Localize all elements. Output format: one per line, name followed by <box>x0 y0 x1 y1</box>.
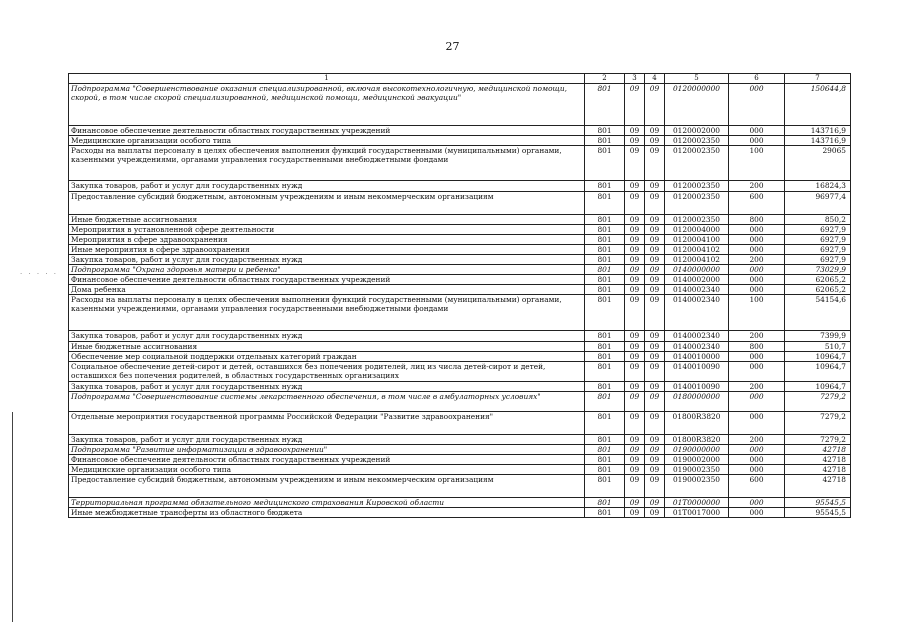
row-value-cell: 0140010090 <box>665 362 729 382</box>
row-value-cell: 0180000000 <box>665 392 729 412</box>
row-value-cell: 09 <box>645 342 665 352</box>
row-value-cell: 7279,2 <box>785 412 851 435</box>
row-value-cell: 09 <box>625 255 645 265</box>
row-value-cell: 0140002340 <box>665 295 729 331</box>
row-name-cell: Подпрограмма "Совершенствование оказания специализированной, включая высокотехнологичную, медицинской помощи, скорой, в том числе скорой специализированной, медицинской помощи, медицинской эвакуации" <box>69 84 585 126</box>
row-value-cell: 7279,2 <box>785 435 851 445</box>
row-value-cell: 850,2 <box>785 215 851 225</box>
row-name-cell: Предоставление субсидий бюджетным, автономным учреждениям и иным некоммерческим организациям <box>69 475 585 498</box>
row-value-cell: 0120002350 <box>665 215 729 225</box>
row-value-cell: 54154,6 <box>785 295 851 331</box>
table-row <box>69 146 851 181</box>
table-row <box>69 352 851 362</box>
row-name-cell: Территориальная программа обязательного медицинского страхования Кировской области <box>69 498 585 508</box>
row-value-cell: 200 <box>729 331 785 342</box>
table-row <box>69 498 851 508</box>
row-name-cell: Мероприятия в сфере здравоохранения <box>69 235 585 245</box>
row-value-cell: 09 <box>625 362 645 382</box>
row-name-cell: Расходы на выплаты персоналу в целях обеспечения выполнения функций государственными (муниципальными) органами, казенными учреждениями, органами управления государственными внебюджетными фондами <box>69 295 585 331</box>
row-name-cell: Обеспечение мер социальной поддержки отдельных категорий граждан <box>69 352 585 362</box>
row-value-cell: 09 <box>645 392 665 412</box>
row-value-cell: 09 <box>625 475 645 498</box>
table-row <box>69 181 851 192</box>
row-value-cell: 09 <box>625 181 645 192</box>
row-value-cell: 0120004100 <box>665 235 729 245</box>
row-value-cell: 09 <box>625 295 645 331</box>
row-value-cell: 800 <box>729 342 785 352</box>
table-row <box>69 435 851 445</box>
row-value-cell: 801 <box>585 225 625 235</box>
row-value-cell: 09 <box>645 295 665 331</box>
row-value-cell: 000 <box>729 352 785 362</box>
table-row <box>69 192 851 215</box>
row-value-cell: 801 <box>585 342 625 352</box>
table-row <box>69 508 851 518</box>
row-value-cell: 0190002350 <box>665 475 729 498</box>
row-value-cell: 100 <box>729 295 785 331</box>
row-value-cell: 801 <box>585 331 625 342</box>
row-value-cell: 000 <box>729 392 785 412</box>
row-value-cell: 0190002000 <box>665 455 729 465</box>
row-value-cell: 10964,7 <box>785 362 851 382</box>
row-value-cell: 801 <box>585 465 625 475</box>
table-row <box>69 225 851 235</box>
row-value-cell: 10964,7 <box>785 382 851 392</box>
row-value-cell: 000 <box>729 275 785 285</box>
row-name-cell: Иные межбюджетные трансферты из областного бюджета <box>69 508 585 518</box>
row-value-cell: 7279,2 <box>785 392 851 412</box>
row-value-cell: 000 <box>729 412 785 435</box>
row-name-cell: Социальное обеспечение детей-сирот и детей, оставшихся без попечения родителей, лиц из числа детей-сирот и детей, оставшихся без попечения родителей, в областных государственных организациях <box>69 362 585 382</box>
table-row <box>69 455 851 465</box>
row-value-cell: 801 <box>585 362 625 382</box>
row-value-cell: 09 <box>625 192 645 215</box>
row-value-cell: 0120002350 <box>665 146 729 181</box>
row-value-cell: 801 <box>585 136 625 146</box>
row-value-cell: 09 <box>645 225 665 235</box>
row-value-cell: 09 <box>645 181 665 192</box>
table-row <box>69 295 851 331</box>
row-value-cell: 09 <box>645 285 665 295</box>
header-cell: 6 <box>729 74 785 84</box>
row-value-cell: 801 <box>585 352 625 362</box>
row-value-cell: 000 <box>729 498 785 508</box>
row-value-cell: 09 <box>625 265 645 275</box>
row-value-cell: 150644,8 <box>785 84 851 126</box>
row-name-cell: Подпрограмма "Охрана здоровья матери и ребенка" <box>69 265 585 275</box>
row-value-cell: 801 <box>585 285 625 295</box>
row-value-cell: 09 <box>625 146 645 181</box>
table-row <box>69 275 851 285</box>
header-row <box>69 74 851 84</box>
row-value-cell: 200 <box>729 255 785 265</box>
row-value-cell: 801 <box>585 455 625 465</box>
row-value-cell: 09 <box>625 215 645 225</box>
row-value-cell: 73029,9 <box>785 265 851 275</box>
row-name-cell: Закупка товаров, работ и услуг для государственных нужд <box>69 331 585 342</box>
row-name-cell: Отдельные мероприятия государственной программы Российской Федерации "Развитие здравоохранения" <box>69 412 585 435</box>
row-value-cell: 09 <box>645 146 665 181</box>
row-value-cell: 95545,5 <box>785 508 851 518</box>
row-value-cell: 09 <box>645 498 665 508</box>
table-row <box>69 285 851 295</box>
table-row <box>69 382 851 392</box>
row-value-cell: 000 <box>729 265 785 275</box>
row-value-cell: 09 <box>645 275 665 285</box>
row-value-cell: 09 <box>645 136 665 146</box>
row-value-cell: 0140002000 <box>665 275 729 285</box>
row-value-cell: 09 <box>625 225 645 235</box>
row-value-cell: 09 <box>625 498 645 508</box>
row-value-cell: 6927,9 <box>785 235 851 245</box>
table-row <box>69 235 851 245</box>
row-name-cell: Закупка товаров, работ и услуг для государственных нужд <box>69 435 585 445</box>
table-row <box>69 215 851 225</box>
row-value-cell: 09 <box>625 455 645 465</box>
row-name-cell: Подпрограмма "Совершенствование системы лекарственного обеспечения, в том числе в амбулаторных условиях" <box>69 392 585 412</box>
row-value-cell: 0120004000 <box>665 225 729 235</box>
row-value-cell: 801 <box>585 475 625 498</box>
table-row <box>69 136 851 146</box>
row-value-cell: 09 <box>645 352 665 362</box>
row-value-cell: 09 <box>625 508 645 518</box>
row-name-cell: Финансовое обеспечение деятельности областных государственных учреждений <box>69 126 585 136</box>
row-value-cell: 6927,9 <box>785 255 851 265</box>
row-value-cell: 000 <box>729 245 785 255</box>
row-value-cell: 09 <box>625 136 645 146</box>
row-name-cell: Закупка товаров, работ и услуг для государственных нужд <box>69 255 585 265</box>
table-row <box>69 445 851 455</box>
header-cell: 2 <box>585 74 625 84</box>
row-value-cell: 42718 <box>785 455 851 465</box>
header-cell: 3 <box>625 74 645 84</box>
header-cell: 5 <box>665 74 729 84</box>
row-value-cell: 09 <box>625 275 645 285</box>
row-value-cell: 09 <box>625 382 645 392</box>
table-row <box>69 331 851 342</box>
row-value-cell: 0120004102 <box>665 255 729 265</box>
table-row <box>69 412 851 435</box>
row-name-cell: Дома ребенка <box>69 285 585 295</box>
row-value-cell: 801 <box>585 295 625 331</box>
row-value-cell: 143716,9 <box>785 136 851 146</box>
row-value-cell: 09 <box>645 445 665 455</box>
row-value-cell: 0140000000 <box>665 265 729 275</box>
row-name-cell: Расходы на выплаты персоналу в целях обеспечения выполнения функций государственными (муниципальными) органами, казенными учреждениями, органами управления государственными внебюджетными фондами <box>69 146 585 181</box>
row-value-cell: 0120002350 <box>665 192 729 215</box>
row-value-cell: 09 <box>625 235 645 245</box>
table-row <box>69 126 851 136</box>
row-name-cell: Иные бюджетные ассигнования <box>69 215 585 225</box>
row-name-cell: Закупка товаров, работ и услуг для государственных нужд <box>69 382 585 392</box>
row-value-cell: 0140010090 <box>665 382 729 392</box>
table-row <box>69 475 851 498</box>
row-value-cell: 10964,7 <box>785 352 851 362</box>
row-value-cell: 801 <box>585 265 625 275</box>
row-value-cell: 09 <box>645 331 665 342</box>
row-value-cell: 000 <box>729 126 785 136</box>
row-value-cell: 801 <box>585 245 625 255</box>
row-value-cell: 01Т0017000 <box>665 508 729 518</box>
row-value-cell: 0140002340 <box>665 331 729 342</box>
row-value-cell: 09 <box>645 508 665 518</box>
table-row <box>69 245 851 255</box>
row-value-cell: 09 <box>645 192 665 215</box>
row-value-cell: 09 <box>625 445 645 455</box>
row-value-cell: 09 <box>645 265 665 275</box>
row-value-cell: 000 <box>729 136 785 146</box>
table-row <box>69 265 851 275</box>
row-value-cell: 7399,9 <box>785 331 851 342</box>
row-value-cell: 801 <box>585 235 625 245</box>
row-value-cell: 801 <box>585 498 625 508</box>
row-value-cell: 801 <box>585 275 625 285</box>
row-value-cell: 0140010000 <box>665 352 729 362</box>
row-value-cell: 95545,5 <box>785 498 851 508</box>
row-value-cell: 09 <box>625 352 645 362</box>
row-value-cell: 42718 <box>785 445 851 455</box>
row-value-cell: 801 <box>585 126 625 136</box>
row-value-cell: 100 <box>729 146 785 181</box>
row-value-cell: 143716,9 <box>785 126 851 136</box>
row-value-cell: 09 <box>625 126 645 136</box>
row-value-cell: 6927,9 <box>785 245 851 255</box>
row-value-cell: 801 <box>585 255 625 265</box>
row-value-cell: 09 <box>625 331 645 342</box>
row-value-cell: 0190000000 <box>665 445 729 455</box>
row-value-cell: 09 <box>645 84 665 126</box>
header-cell: 7 <box>785 74 851 84</box>
row-value-cell: 801 <box>585 392 625 412</box>
row-value-cell: 0120002350 <box>665 181 729 192</box>
row-value-cell: 09 <box>625 435 645 445</box>
row-value-cell: 000 <box>729 225 785 235</box>
row-value-cell: 01Т0000000 <box>665 498 729 508</box>
row-name-cell: Закупка товаров, работ и услуг для государственных нужд <box>69 181 585 192</box>
row-value-cell: 000 <box>729 455 785 465</box>
row-value-cell: 09 <box>645 475 665 498</box>
row-value-cell: 09 <box>645 255 665 265</box>
row-value-cell: 01800R3820 <box>665 412 729 435</box>
row-value-cell: 09 <box>625 412 645 435</box>
row-value-cell: 801 <box>585 508 625 518</box>
row-value-cell: 600 <box>729 192 785 215</box>
row-value-cell: 09 <box>645 126 665 136</box>
row-value-cell: 600 <box>729 475 785 498</box>
row-value-cell: 200 <box>729 382 785 392</box>
row-name-cell: Мероприятия в установленной сфере деятельности <box>69 225 585 235</box>
row-value-cell: 09 <box>625 392 645 412</box>
row-value-cell: 09 <box>645 412 665 435</box>
row-value-cell: 6927,9 <box>785 225 851 235</box>
row-value-cell: 29065 <box>785 146 851 181</box>
row-value-cell: 000 <box>729 285 785 295</box>
row-value-cell: 801 <box>585 84 625 126</box>
row-name-cell: Медицинские организации особого типа <box>69 465 585 475</box>
row-value-cell: 200 <box>729 181 785 192</box>
table-row <box>69 392 851 412</box>
row-value-cell: 09 <box>645 215 665 225</box>
row-value-cell: 42718 <box>785 475 851 498</box>
row-name-cell: Медицинские организации особого типа <box>69 136 585 146</box>
header-cell: 1 <box>69 74 585 84</box>
margin-dash: · · · · · <box>20 270 59 278</box>
row-value-cell: 09 <box>645 245 665 255</box>
row-value-cell: 09 <box>625 84 645 126</box>
row-value-cell: 09 <box>645 235 665 245</box>
row-value-cell: 000 <box>729 465 785 475</box>
row-value-cell: 62065,2 <box>785 275 851 285</box>
row-name-cell: Иные бюджетные ассигнования <box>69 342 585 352</box>
row-value-cell: 0120004102 <box>665 245 729 255</box>
row-value-cell: 0120002350 <box>665 136 729 146</box>
row-value-cell: 801 <box>585 215 625 225</box>
row-value-cell: 801 <box>585 382 625 392</box>
row-value-cell: 510,7 <box>785 342 851 352</box>
row-value-cell: 16824,3 <box>785 181 851 192</box>
row-value-cell: 0120002000 <box>665 126 729 136</box>
row-value-cell: 42718 <box>785 465 851 475</box>
row-value-cell: 0140002340 <box>665 285 729 295</box>
row-value-cell: 01800R3820 <box>665 435 729 445</box>
row-value-cell: 200 <box>729 435 785 445</box>
row-value-cell: 0190002350 <box>665 465 729 475</box>
row-value-cell: 800 <box>729 215 785 225</box>
row-name-cell: Иные мероприятия в сфере здравоохранения <box>69 245 585 255</box>
row-value-cell: 09 <box>645 465 665 475</box>
margin-line <box>12 412 13 622</box>
row-value-cell: 09 <box>625 285 645 295</box>
row-value-cell: 09 <box>645 435 665 445</box>
row-value-cell: 801 <box>585 192 625 215</box>
row-value-cell: 09 <box>625 245 645 255</box>
row-value-cell: 09 <box>645 362 665 382</box>
table-row <box>69 342 851 352</box>
row-value-cell: 801 <box>585 181 625 192</box>
row-value-cell: 09 <box>645 382 665 392</box>
row-value-cell: 000 <box>729 84 785 126</box>
row-value-cell: 09 <box>645 455 665 465</box>
row-value-cell: 801 <box>585 435 625 445</box>
table-row <box>69 465 851 475</box>
table-row <box>69 84 851 126</box>
row-value-cell: 801 <box>585 445 625 455</box>
row-value-cell: 000 <box>729 445 785 455</box>
row-value-cell: 09 <box>625 342 645 352</box>
table-row <box>69 255 851 265</box>
row-value-cell: 000 <box>729 362 785 382</box>
row-name-cell: Подпрограмма "Развитие информатизации в здравоохранении" <box>69 445 585 455</box>
budget-table <box>68 73 851 518</box>
page-number: 27 <box>445 40 460 53</box>
row-value-cell: 0140002340 <box>665 342 729 352</box>
row-value-cell: 09 <box>625 465 645 475</box>
row-value-cell: 000 <box>729 235 785 245</box>
row-value-cell: 0120000000 <box>665 84 729 126</box>
row-value-cell: 801 <box>585 146 625 181</box>
row-name-cell: Предоставление субсидий бюджетным, автономным учреждениям и иным некоммерческим организациям <box>69 192 585 215</box>
row-value-cell: 62065,2 <box>785 285 851 295</box>
table-row <box>69 362 851 382</box>
row-value-cell: 96977,4 <box>785 192 851 215</box>
row-value-cell: 000 <box>729 508 785 518</box>
header-cell: 4 <box>645 74 665 84</box>
row-name-cell: Финансовое обеспечение деятельности областных государственных учреждений <box>69 275 585 285</box>
row-name-cell: Финансовое обеспечение деятельности областных государственных учреждений <box>69 455 585 465</box>
row-value-cell: 801 <box>585 412 625 435</box>
